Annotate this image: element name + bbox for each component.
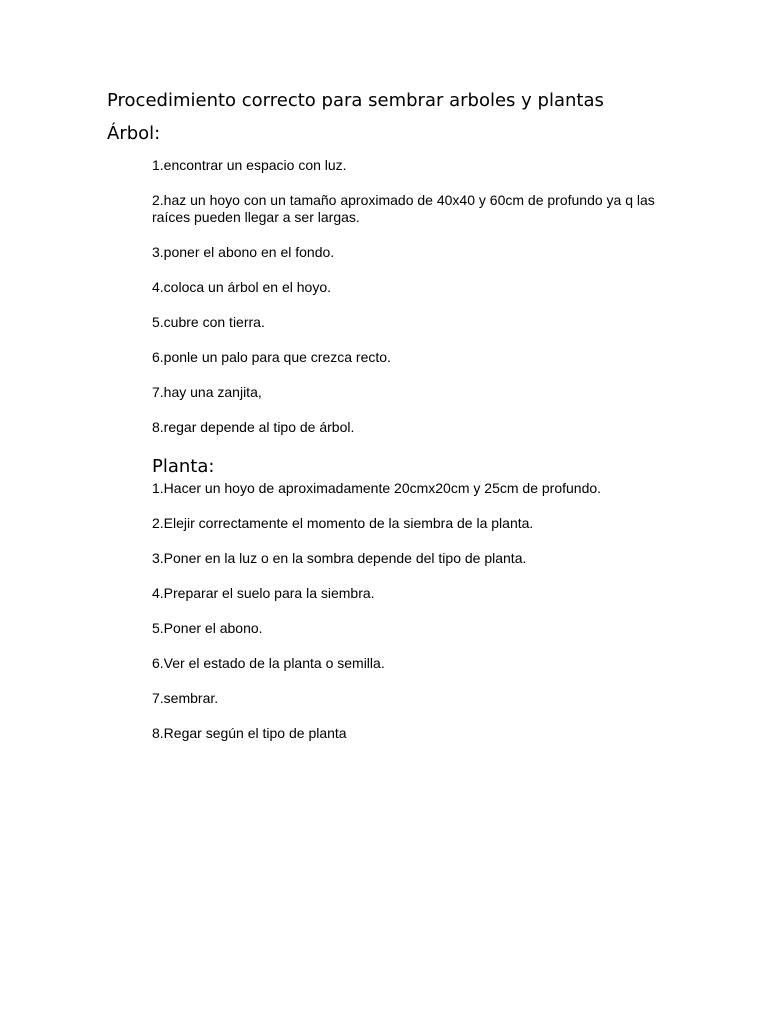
planta-step: 6.Ver el estado de la planta o semilla.: [152, 655, 385, 671]
planta-step: 5.Poner el abono.: [152, 620, 263, 636]
arbol-steps-list: [152, 157, 662, 454]
planta-step: 8.Regar según el tipo de planta: [152, 725, 347, 741]
section-heading-planta: Planta:: [152, 456, 215, 477]
arbol-step: 1.encontrar un espacio con luz.: [152, 157, 347, 173]
arbol-step: 2.haz un hoyo con un tamaño aproximado de 40x40 y 60cm de profundo ya q las raíces pueden llegar a ser largas.: [152, 192, 655, 225]
arbol-step: 7.hay una zanjita,: [152, 384, 262, 400]
arbol-step: 4.coloca un árbol en el hoyo.: [152, 279, 332, 295]
arbol-step: 6.ponle un palo para que crezca recto.: [152, 349, 391, 365]
planta-step: 4.Preparar el suelo para la siembra.: [152, 585, 375, 601]
planta-step: 7.sembrar.: [152, 690, 219, 706]
document-title: Procedimiento correcto para sembrar arboles y plantas: [107, 90, 604, 111]
arbol-step: 3.poner el abono en el fondo.: [152, 244, 335, 260]
planta-step: 3.Poner en la luz o en la sombra depende del tipo de planta.: [152, 550, 527, 566]
planta-step: 2.Elejir correctamente el momento de la siembra de la planta.: [152, 515, 534, 531]
arbol-step: 8.regar depende al tipo de árbol.: [152, 419, 355, 435]
planta-steps-list: [152, 480, 662, 760]
arbol-step: 5.cubre con tierra.: [152, 314, 265, 330]
section-heading-arbol: Árbol:: [107, 123, 161, 144]
planta-step: 1.Hacer un hoyo de aproximadamente 20cmx20cm y 25cm de profundo.: [152, 480, 602, 496]
